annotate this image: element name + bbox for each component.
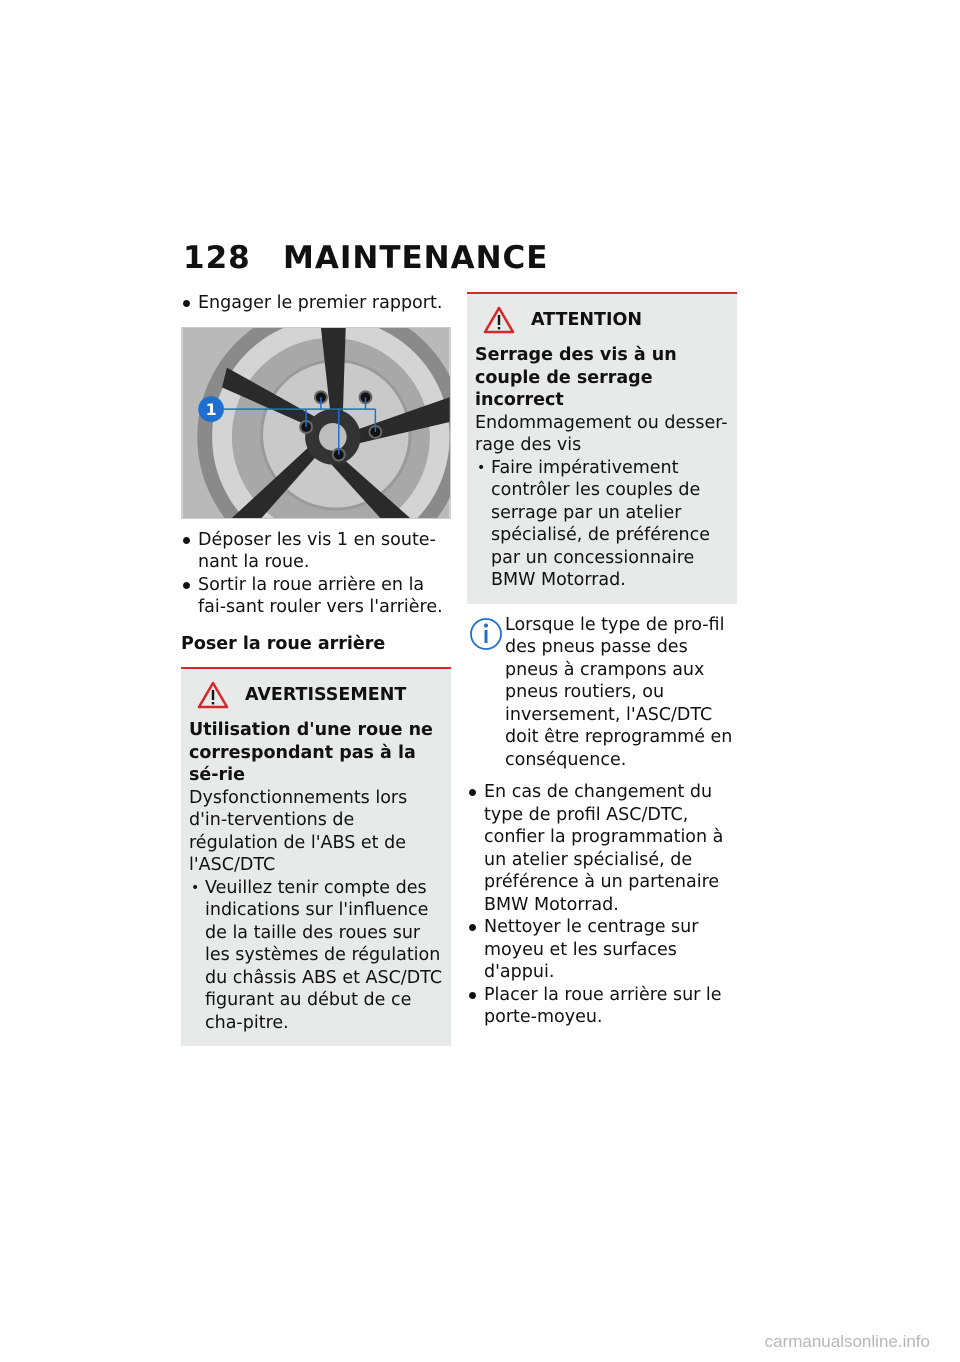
warning-triangle-icon xyxy=(197,681,229,709)
step-remove-screws: Déposer les vis 1 en soute-nant la roue. xyxy=(181,529,451,574)
section-title: Poser la roue arrière xyxy=(181,633,386,654)
warning-consequence: Dysfonctionnements lors d'in-terventions de régulation de l'ABS et de l'ASC/DTC xyxy=(189,787,408,875)
step-clean-hub: Nettoyer le centrage sur moyeu et les surfaces d'appui. xyxy=(467,916,737,984)
info-text: Lorsque le type de pro-fil des pneus passe des pneus à crampons aux pneus routiers, ou inversement, l'ASC/DTC doit être reprogrammé en conséquence. xyxy=(505,614,733,770)
page-title: MAINTENANCE xyxy=(283,240,549,276)
step-configure-profile: En cas de changement du type de profil ASC/DTC, confier la programmation à un atelier spécialisé, de préférence à un partenaire BMW Motorrad. xyxy=(467,781,737,916)
figure-callout-label: 1 xyxy=(205,399,217,419)
page-number: 128 xyxy=(183,240,251,276)
wheel-photo xyxy=(181,327,451,519)
attention-heading-text: ATTENTION xyxy=(531,309,643,330)
step-roll-wheel: Sortir la roue arrière en la fai-sant rouler vers l'arrière. xyxy=(181,574,451,619)
info-note xyxy=(467,614,737,772)
warning-instruction: • Veuillez tenir compte des indications sur l'influence de la taille des roues sur les systèmes de régulation du châssis ABS et ASC/DTC figurant au début de ce cha-pitre. xyxy=(189,877,443,1035)
warning-heading-text: AVERTISSEMENT xyxy=(245,684,407,705)
warning-title: Utilisation d'une roue ne correspondant pas à la sé-rie xyxy=(189,720,433,785)
attention-box xyxy=(467,292,737,604)
step-place-wheel: Placer la roue arrière sur le porte-moyeu. xyxy=(467,984,737,1029)
warning-heading xyxy=(189,681,443,709)
attention-consequence: Endommagement ou desser-rage des vis xyxy=(475,412,728,455)
footer-watermark: carmanualsonline.info xyxy=(764,1332,930,1351)
warning-box xyxy=(181,667,451,1046)
page-header xyxy=(183,240,548,276)
attention-title: Serrage des vis à un couple de serrage incorrect xyxy=(475,345,677,410)
right-column xyxy=(467,292,737,1029)
info-icon xyxy=(467,614,505,654)
attention-heading xyxy=(475,306,729,334)
left-column xyxy=(181,292,451,1046)
attention-instruction: • Faire impérativement contrôler les couples de serrage par un atelier spécialisé, de préférence par un concessionnaire BMW Motorrad. xyxy=(475,457,729,592)
attention-triangle-icon xyxy=(483,306,515,334)
step-engage-gear: Engager le premier rapport. xyxy=(181,292,451,315)
